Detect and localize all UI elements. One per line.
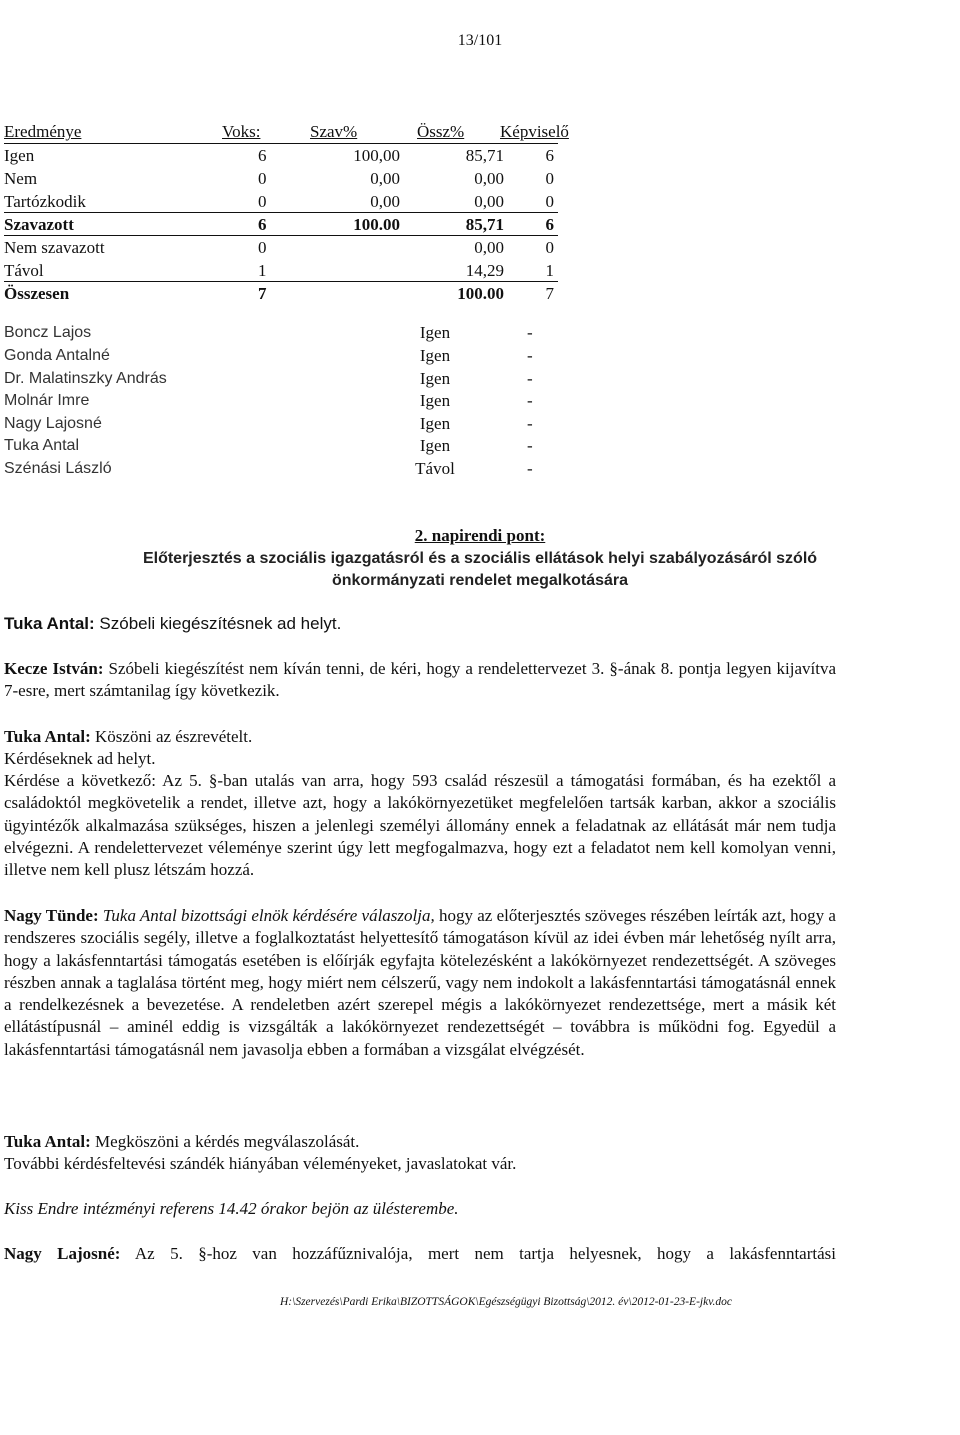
member-vote: Igen xyxy=(419,369,451,388)
row-voks: 7 xyxy=(258,284,267,303)
paragraph-nagy-tunde xyxy=(4,905,836,1061)
row-label: Szavazott xyxy=(4,215,74,234)
list-item xyxy=(0,367,960,390)
member-mark: - xyxy=(527,369,533,388)
list-item xyxy=(0,389,960,412)
header-kepviselo: Képviselő xyxy=(500,122,569,141)
row-label: Igen xyxy=(4,146,35,165)
member-name: Boncz Lajos xyxy=(4,324,92,341)
agenda-subtitle-line2: önkormányzati rendelet megalkotására xyxy=(331,572,629,589)
row-kep: 7 xyxy=(545,284,554,303)
speaker-name: Tuka Antal: xyxy=(4,1132,91,1151)
member-mark: - xyxy=(527,436,533,455)
row-label: Tartózkodik xyxy=(4,192,86,211)
member-mark: - xyxy=(527,346,533,365)
paragraph-tuka-1 xyxy=(4,613,836,635)
member-name: Tuka Antal xyxy=(4,437,80,454)
speaker-name: Tuka Antal: xyxy=(4,614,95,633)
member-vote: Igen xyxy=(419,414,451,433)
paragraph-text: hogy az előterjesztés szöveges részében leírták azt, hogy a rendszeres szociális segély, illetve a foglalkoztatást helyettesítő támogatáson kívül az idei évben már lehetőség nyílt arra, hogy a lakásfenntartási támogatás esetében is előírják egyfajta kötelezésként a lakókörnyezet rendezettségét. A szöveges részben annak a taglalása történt meg, hogy miért nem célszerű, vagy nem indokolt a lakásfenntartási támogatásnál ennek a rendelkezésnek a bevezetése. A rendeletben azért szerepel mégis a lakókörnyezet rendezettsége, mert a másik két ellátástípusnál – aminél eddig is vizsgálták a lakókörnyezet rendezettségét – továbbra is működni fog. Egyedül a lakásfenntartási támogatásnál nem javasolja ebben a formában a vizsgálat elvégzését. xyxy=(4,906,836,1059)
row-szav: 100.00 xyxy=(353,215,400,234)
paragraph-kecze xyxy=(4,658,836,703)
member-vote: Igen xyxy=(419,436,451,455)
table-row xyxy=(0,167,960,190)
row-ossz: 14,29 xyxy=(465,261,504,280)
paragraph-line: További kérdésfeltevési szándék hiányában véleményeket, javaslatokat vár. xyxy=(4,1154,517,1173)
row-kep: 0 xyxy=(545,169,554,188)
member-name: Nagy Lajosné xyxy=(4,415,102,432)
agenda-title: 2. napirendi pont: xyxy=(414,526,546,545)
paragraph-text: Köszöni az észrevételt. xyxy=(90,727,253,746)
row-voks: 6 xyxy=(258,146,267,165)
paragraph-line: Kérdéseknek ad helyt. xyxy=(4,749,156,768)
paragraph-text: Szóbeli kiegészítést nem kíván tenni, de kéri, hogy a rendelettervezet 3. §-ának 8. pontja legyen kijavítva 7-esre, mert számtanilag így következik. xyxy=(4,659,836,701)
list-item xyxy=(0,321,960,344)
paragraph-tuka-2 xyxy=(4,726,836,748)
paragraph-text: Szóbeli kiegészítésnek ad helyt. xyxy=(94,614,342,633)
row-ossz: 85,71 xyxy=(465,215,504,234)
row-ossz: 85,71 xyxy=(465,146,504,165)
table-row xyxy=(0,213,960,236)
table-row xyxy=(0,236,960,259)
paragraph-question: Kérdése a következő: Az 5. §-ban utalás van arra, hogy 593 család részesül a támogatási formában, és ha ezektől a családoktól megkövetelik a rendet, illetve azt, hogy a lakókörnyezetüket megfelelően tartsák karban, akkor a szociális ügyintézők alkalmazása szükséges, hiszen a jelenlegi személyi állomány ennek a feladatnak az ellátását már nem tudja elvégezni. A rendelettervezet véleménye szerint úgy lett megfogalmazva, hogy ezt a feladatot nem kell komolyan venni, illetve nem kell plusz létszám hozzá. xyxy=(4,771,836,880)
paragraph-italic: Tuka Antal bizottsági elnök kérdésére válaszolja, xyxy=(102,906,435,925)
member-mark: - xyxy=(527,391,533,410)
paragraph-text: Az 5. §-hoz van hozzáfűznivalója, mert nem tartja helyesnek, hogy a lakásfenntartási xyxy=(120,1244,836,1263)
row-kep: 6 xyxy=(545,215,554,234)
footer-file-path: H:\Szervezés\Pardi Erika\BIZOTTSÁGOK\Egészségügyi Bizottság\2012. év\2012-01-23-E-jkv.doc xyxy=(280,1296,732,1308)
row-label: Nem xyxy=(4,169,38,188)
row-voks: 0 xyxy=(258,169,267,188)
page-number: 13/101 xyxy=(457,32,503,49)
agenda-subtitle xyxy=(0,548,960,592)
row-kep: 6 xyxy=(545,146,554,165)
header-voks: Voks: xyxy=(222,122,261,141)
list-item xyxy=(0,412,960,435)
row-label: Összesen xyxy=(4,284,70,303)
table-row xyxy=(0,282,960,305)
row-kep: 0 xyxy=(545,238,554,257)
table-header xyxy=(0,120,960,143)
speaker-name: Nagy Tünde: xyxy=(4,906,99,925)
header-ossz: Össz% xyxy=(417,122,465,141)
member-vote: Igen xyxy=(419,391,451,410)
row-kep: 1 xyxy=(545,261,554,280)
member-mark: - xyxy=(527,414,533,433)
table-row xyxy=(0,144,960,167)
table-row xyxy=(0,259,960,282)
list-item xyxy=(0,434,960,457)
paragraph-text: Megköszöni a kérdés megválaszolását. xyxy=(90,1132,360,1151)
list-item xyxy=(0,344,960,367)
paragraph-nagy-lajosne xyxy=(4,1243,836,1265)
row-ossz: 0,00 xyxy=(474,192,504,211)
row-szav: 0,00 xyxy=(370,169,400,188)
row-kep: 0 xyxy=(545,192,554,211)
member-mark: - xyxy=(527,323,533,342)
member-vote: Igen xyxy=(419,323,451,342)
speaker-name: Nagy Lajosné: xyxy=(4,1244,121,1263)
member-name: Szénási László xyxy=(4,460,112,477)
paragraph-tuka-3 xyxy=(4,1131,836,1153)
row-ossz: 100.00 xyxy=(457,284,504,303)
speaker-name: Tuka Antal: xyxy=(4,727,91,746)
member-mark: - xyxy=(527,459,533,478)
header-eredmenye: Eredménye xyxy=(4,122,82,141)
agenda-subtitle-line1: Előterjesztés a szociális igazgatásról és a szociális ellátások helyi szabályozásáról szóló xyxy=(142,550,818,567)
table-row xyxy=(0,190,960,213)
member-name: Gonda Antalné xyxy=(4,347,110,364)
list-item xyxy=(0,457,960,480)
row-voks: 6 xyxy=(258,215,267,234)
member-vote: Igen xyxy=(419,346,451,365)
row-voks: 1 xyxy=(258,261,267,280)
member-name: Molnár Imre xyxy=(4,392,90,409)
header-szav: Szav% xyxy=(310,122,358,141)
row-szav: 0,00 xyxy=(370,192,400,211)
member-vote: Távol xyxy=(415,459,455,478)
row-voks: 0 xyxy=(258,192,267,211)
member-name: Dr. Malatinszky András xyxy=(4,370,167,387)
row-ossz: 0,00 xyxy=(474,169,504,188)
speaker-name: Kecze István: xyxy=(4,659,104,678)
row-szav: 100,00 xyxy=(353,146,400,165)
row-ossz: 0,00 xyxy=(474,238,504,257)
row-label: Nem szavazott xyxy=(4,238,105,257)
row-voks: 0 xyxy=(258,238,267,257)
paragraph-note: Kiss Endre intézményi referens 14.42 órakor bejön az ülésterembe. xyxy=(4,1199,459,1218)
row-label: Távol xyxy=(4,261,44,280)
